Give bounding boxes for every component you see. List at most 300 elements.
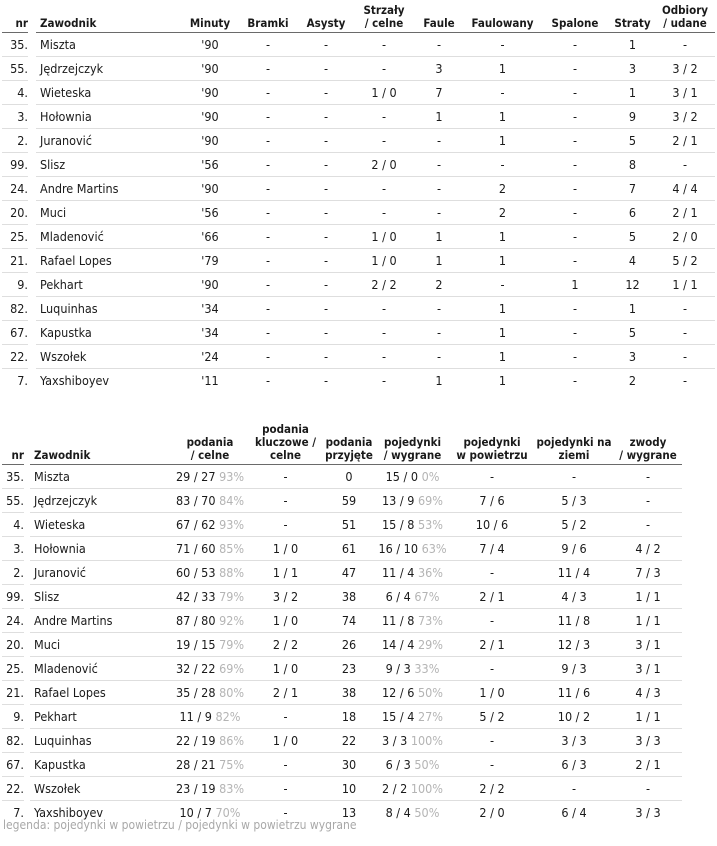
cell-minutes: '90 (181, 57, 239, 81)
cell-offsides: - (540, 249, 610, 273)
col-header-key-passes (248, 422, 323, 465)
cell-assists: - (297, 297, 355, 321)
cell-key-passes: - (248, 753, 323, 777)
cell-received: 10 (323, 777, 375, 801)
cell-fouled: - (465, 33, 540, 57)
table-row (2, 489, 682, 513)
cell-shots: - (381, 373, 387, 388)
duels-value: 2 / 2 (382, 781, 408, 796)
passes-percent: 93% (219, 469, 245, 484)
cell-fouls: 3 (413, 57, 465, 81)
duels-percent: 67% (414, 589, 440, 604)
duels-value: 9 / 3 (385, 661, 411, 676)
cell-ground-duels: - (534, 777, 614, 801)
table-row (2, 129, 715, 153)
duels-percent: 36% (417, 565, 443, 580)
cell-fouled: 2 (465, 201, 540, 225)
cell-minutes: '90 (181, 33, 239, 57)
cell-recoveries: - (655, 345, 715, 369)
table-row (2, 369, 715, 392)
cell-minutes: '24 (181, 345, 239, 369)
cell-offsides: - (540, 177, 610, 201)
col-header-ground-l2: ziemi (558, 448, 590, 462)
cell-passes (172, 465, 248, 489)
table-row (2, 57, 715, 81)
cell-shots: - (355, 345, 413, 369)
cell-ground-duels: 5 / 2 (534, 513, 614, 537)
cell-fouls: - (413, 129, 465, 153)
cell-offsides: - (540, 105, 610, 129)
cell-fouled: 1 (498, 373, 507, 388)
col-header-losses: Straty (610, 2, 655, 33)
duels-value: 11 / 8 (382, 613, 415, 628)
cell-goals: - (239, 81, 297, 105)
cell-minutes: '34 (181, 297, 239, 321)
duels-percent: 27% (417, 709, 443, 724)
cell-received: 59 (323, 489, 375, 513)
cell-duels (375, 657, 450, 681)
cell-nr: 20. (2, 201, 28, 225)
col-header-passes-l2: / celne (190, 448, 230, 462)
cell-player: Mladenović (30, 657, 172, 681)
cell-offsides: - (540, 201, 610, 225)
cell-passes (172, 633, 248, 657)
cell-key-passes: 2 / 1 (248, 681, 323, 705)
cell-assists: - (297, 81, 355, 105)
cell-duels (375, 561, 450, 585)
cell-player: Hołownia (36, 105, 181, 129)
cell-recoveries: 3 / 2 (655, 105, 715, 129)
cell-shots: - (355, 201, 413, 225)
col-header-offsides: Spalone (540, 2, 610, 33)
cell-player: Jędrzejczyk (36, 57, 181, 81)
cell-goals: - (265, 373, 271, 388)
passes-value: 35 / 28 (175, 685, 216, 700)
duels-value: 3 / 3 (382, 733, 408, 748)
cell-received: 47 (323, 561, 375, 585)
cell-duels (375, 489, 450, 513)
cell-offsides: - (540, 57, 610, 81)
cell-goals: - (239, 273, 297, 297)
cell-dribbles: - (614, 513, 682, 537)
cell-recoveries: - (655, 297, 715, 321)
col-header-recoveries (655, 2, 715, 33)
cell-player: Rafael Lopes (36, 249, 181, 273)
cell-key-passes: - (248, 489, 323, 513)
cell-duels (375, 537, 450, 561)
cell-nr: 9. (2, 273, 28, 297)
cell-aerial-duels: - (450, 753, 534, 777)
col-header-aerial-l2: w powietrzu (456, 448, 528, 462)
cell-nr: 24. (2, 177, 28, 201)
cell-aerial-duels: 2 / 0 (479, 805, 505, 820)
cell-fouled: - (465, 153, 540, 177)
table-row (2, 177, 715, 201)
cell-player: Muci (36, 201, 181, 225)
col-header-ground-l1: pojedynki na (536, 435, 612, 449)
cell-player: Andre Martins (30, 609, 172, 633)
cell-dribbles: - (614, 777, 682, 801)
cell-losses: 7 (610, 177, 655, 201)
cell-recoveries: - (655, 321, 715, 345)
cell-passes (172, 753, 248, 777)
passes-percent: 93% (219, 517, 245, 532)
cell-key-passes: 3 / 2 (248, 585, 323, 609)
cell-aerial-duels: 2 / 2 (450, 777, 534, 801)
cell-received: 26 (323, 633, 375, 657)
cell-received: 74 (323, 609, 375, 633)
cell-ground-duels: 3 / 3 (534, 729, 614, 753)
cell-nr: 55. (2, 57, 28, 81)
cell-nr: 25. (2, 657, 24, 681)
col-header-shots (355, 2, 413, 33)
passes-value: 23 / 19 (175, 781, 216, 796)
passes-percent: 85% (219, 541, 245, 556)
table-header-row (2, 2, 715, 33)
cell-offsides: - (540, 129, 610, 153)
cell-received: 61 (323, 537, 375, 561)
cell-offsides: - (540, 81, 610, 105)
cell-player: Pekhart (30, 705, 172, 729)
cell-losses: 5 (610, 129, 655, 153)
cell-recoveries: - (682, 373, 688, 388)
duels-value: 16 / 10 (378, 541, 418, 556)
cell-goals: - (239, 129, 297, 153)
table-row (2, 321, 715, 345)
cell-aerial-duels: - (450, 465, 534, 489)
table-row (2, 105, 715, 129)
cell-shots: - (355, 297, 413, 321)
table-row (2, 513, 682, 537)
col-header-shots-l1: Strzały (363, 3, 405, 17)
cell-ground-duels: 4 / 3 (534, 585, 614, 609)
cell-key-passes: 1 / 0 (248, 729, 323, 753)
cell-recoveries: 3 / 2 (655, 57, 715, 81)
cell-assists: - (297, 177, 355, 201)
table-header-row (2, 422, 682, 465)
cell-minutes: '66 (181, 225, 239, 249)
cell-key-passes: - (248, 777, 323, 801)
cell-player: Wieteska (36, 81, 181, 105)
cell-duels (375, 729, 450, 753)
cell-shots: - (355, 129, 413, 153)
cell-aerial-duels: 1 / 0 (450, 681, 534, 705)
cell-goals: - (239, 345, 297, 369)
cell-recoveries: 2 / 0 (655, 225, 715, 249)
col-header-player: Zawodnik (36, 2, 181, 33)
cell-passes (172, 681, 248, 705)
cell-aerial-duels: - (450, 561, 534, 585)
cell-goals: - (239, 225, 297, 249)
passes-value: 28 / 21 (175, 757, 216, 772)
col-header-fouls: Faule (413, 2, 465, 33)
passes-percent: 80% (219, 685, 245, 700)
duels-percent: 50% (414, 805, 440, 820)
col-header-duels-l2: / wygrane (383, 448, 442, 462)
cell-recoveries: 3 / 1 (655, 81, 715, 105)
cell-shots: - (355, 57, 413, 81)
cell-dribbles: 1 / 1 (614, 609, 682, 633)
cell-aerial-duels: 7 / 6 (450, 489, 534, 513)
cell-received: 23 (323, 657, 375, 681)
cell-minutes: '79 (181, 249, 239, 273)
cell-fouls: - (413, 33, 465, 57)
cell-nr: 35. (2, 465, 24, 489)
cell-losses: 1 (610, 297, 655, 321)
cell-dribbles: 4 / 2 (614, 537, 682, 561)
cell-nr: 35. (2, 33, 28, 57)
table-row (2, 729, 682, 753)
cell-fouled: - (465, 81, 540, 105)
cell-ground-duels: 10 / 2 (534, 705, 614, 729)
cell-duels (375, 513, 450, 537)
cell-offsides: - (540, 225, 610, 249)
cell-aerial-duels: 10 / 6 (450, 513, 534, 537)
cell-received: 22 (323, 729, 375, 753)
cell-assists: - (297, 345, 355, 369)
cell-passes (172, 777, 248, 801)
cell-nr: 2. (2, 561, 24, 585)
cell-player: Yaxshiboyev (40, 373, 110, 388)
table-row (2, 753, 682, 777)
cell-player: Wszołek (30, 777, 172, 801)
cell-offsides: - (540, 297, 610, 321)
passes-percent: 70% (215, 805, 241, 820)
passes-percent: 75% (219, 757, 245, 772)
cell-duels (375, 585, 450, 609)
passes-percent: 79% (219, 589, 245, 604)
duels-value: 15 / 0 (385, 469, 418, 484)
cell-player: Mladenović (36, 225, 181, 249)
cell-fouls: 1 (413, 105, 465, 129)
duels-value: 15 / 8 (382, 517, 415, 532)
cell-losses: 4 (610, 249, 655, 273)
cell-fouled: 2 (465, 177, 540, 201)
cell-key-passes: - (248, 705, 323, 729)
passes-value: 42 / 33 (175, 589, 216, 604)
cell-minutes: '90 (181, 273, 239, 297)
cell-offsides: 1 (540, 273, 610, 297)
cell-losses: 5 (610, 321, 655, 345)
cell-player: Muci (30, 633, 172, 657)
duels-percent: 69% (417, 493, 443, 508)
cell-offsides: - (540, 153, 610, 177)
cell-assists: - (297, 201, 355, 225)
table-row (2, 633, 682, 657)
duels-value: 6 / 3 (385, 757, 411, 772)
cell-minutes: '11 (201, 373, 219, 388)
cell-player: Luquinhas (36, 297, 181, 321)
cell-goals: - (239, 321, 297, 345)
cell-losses: 2 (628, 373, 637, 388)
cell-player: Wieteska (30, 513, 172, 537)
cell-losses: 5 (610, 225, 655, 249)
cell-ground-duels: 9 / 3 (534, 657, 614, 681)
cell-passes (172, 729, 248, 753)
cell-shots: - (355, 321, 413, 345)
duels-percent: 50% (417, 685, 443, 700)
cell-aerial-duels: 2 / 1 (450, 633, 534, 657)
cell-shots: - (355, 177, 413, 201)
cell-aerial-duels: 7 / 4 (450, 537, 534, 561)
player-stats-table-2 (2, 422, 682, 824)
duels-value: 8 / 4 (385, 805, 411, 820)
cell-nr: 67. (2, 753, 24, 777)
cell-fouls: - (413, 201, 465, 225)
cell-losses: 8 (610, 153, 655, 177)
cell-offsides: - (572, 373, 578, 388)
cell-losses: 1 (610, 81, 655, 105)
col-header-key-l2: kluczowe / (254, 435, 316, 449)
col-header-passes-l1: podania (186, 435, 234, 449)
cell-dribbles: 3 / 1 (614, 633, 682, 657)
cell-assists: - (323, 373, 329, 388)
cell-losses: 12 (610, 273, 655, 297)
cell-passes (172, 609, 248, 633)
cell-player: Juranović (36, 129, 181, 153)
passes-value: 67 / 62 (175, 517, 216, 532)
duels-percent: 0% (421, 469, 440, 484)
cell-nr: 82. (2, 297, 28, 321)
cell-player: Juranović (30, 561, 172, 585)
cell-ground-duels: 5 / 3 (534, 489, 614, 513)
table-row (2, 777, 682, 801)
cell-recoveries: - (655, 33, 715, 57)
col-header-passes (172, 422, 248, 465)
cell-aerial-duels: 5 / 2 (450, 705, 534, 729)
duels-value: 13 / 9 (382, 493, 415, 508)
col-header-recoveries-l2: / udane (663, 16, 707, 30)
cell-duels (375, 777, 450, 801)
cell-received: 38 (323, 585, 375, 609)
col-header-goals: Bramki (239, 2, 297, 33)
cell-passes (172, 537, 248, 561)
duels-value: 12 / 6 (382, 685, 415, 700)
cell-losses: 9 (610, 105, 655, 129)
cell-fouled: 1 (465, 129, 540, 153)
passes-value: 10 / 7 (179, 805, 212, 820)
cell-offsides: - (540, 345, 610, 369)
cell-nr: 67. (2, 321, 28, 345)
passes-value: 71 / 60 (175, 541, 216, 556)
table-row (2, 297, 715, 321)
cell-passes (172, 705, 248, 729)
cell-nr: 24. (2, 609, 24, 633)
duels-value: 6 / 4 (385, 589, 411, 604)
cell-player: Hołownia (30, 537, 172, 561)
cell-aerial-duels: 2 / 1 (450, 585, 534, 609)
cell-ground-duels: 12 / 3 (534, 633, 614, 657)
cell-key-passes: - (248, 513, 323, 537)
table-row (2, 561, 682, 585)
table-row (2, 681, 682, 705)
col-header-minutes: Minuty (181, 2, 239, 33)
cell-fouled: 1 (465, 105, 540, 129)
cell-key-passes: 1 / 0 (248, 537, 323, 561)
duels-percent: 50% (414, 757, 440, 772)
cell-minutes: '90 (181, 105, 239, 129)
cell-nr: 4. (2, 513, 24, 537)
cell-player: Miszta (30, 465, 172, 489)
cell-aerial-duels: - (450, 729, 534, 753)
cell-nr: 7. (13, 805, 24, 820)
cell-minutes: '90 (181, 81, 239, 105)
table-row (2, 537, 682, 561)
cell-dribbles: 3 / 3 (614, 729, 682, 753)
cell-player: Yaxshiboyev (34, 805, 104, 820)
cell-fouled: 1 (465, 57, 540, 81)
cell-dribbles: 1 / 1 (614, 585, 682, 609)
passes-percent: 86% (219, 733, 245, 748)
cell-fouls: - (413, 345, 465, 369)
cell-ground-duels: 11 / 6 (534, 681, 614, 705)
cell-fouled: 1 (465, 321, 540, 345)
passes-percent: 84% (219, 493, 245, 508)
cell-recoveries: 1 / 1 (655, 273, 715, 297)
cell-shots: - (355, 105, 413, 129)
col-header-received-l2: przyjęte (325, 448, 373, 462)
cell-fouls: 1 (413, 225, 465, 249)
cell-nr: 7. (17, 373, 28, 388)
cell-key-passes: - (248, 465, 323, 489)
cell-goals: - (239, 57, 297, 81)
cell-fouls: 1 (413, 249, 465, 273)
passes-percent: 83% (219, 781, 245, 796)
duels-percent: 29% (417, 637, 443, 652)
cell-assists: - (297, 273, 355, 297)
cell-nr: 25. (2, 225, 28, 249)
cell-key-passes: 1 / 0 (248, 609, 323, 633)
col-header-fouled: Faulowany (465, 2, 540, 33)
cell-player: Miszta (36, 33, 181, 57)
cell-duels (375, 801, 450, 824)
passes-value: 29 / 27 (175, 469, 216, 484)
table-row (2, 33, 715, 57)
table-row (2, 705, 682, 729)
cell-received: 38 (323, 681, 375, 705)
cell-nr: 3. (2, 537, 24, 561)
table-row (2, 585, 682, 609)
cell-key-passes: 1 / 0 (248, 657, 323, 681)
col-header-received-l1: podania (325, 435, 373, 449)
col-header-dribbles-l1: zwody (629, 435, 667, 449)
passes-value: 87 / 80 (175, 613, 216, 628)
cell-fouls: - (413, 153, 465, 177)
table-row (2, 153, 715, 177)
cell-dribbles: 3 / 1 (614, 657, 682, 681)
passes-percent: 88% (219, 565, 245, 580)
col-header-key-l1: podania (262, 422, 309, 436)
table-row (2, 657, 682, 681)
cell-losses: 1 (610, 33, 655, 57)
cell-minutes: '56 (181, 201, 239, 225)
cell-shots: 2 / 0 (355, 153, 413, 177)
cell-player: Jędrzejczyk (30, 489, 172, 513)
col-header-aerial-duels (450, 422, 534, 465)
cell-dribbles: - (614, 489, 682, 513)
cell-fouled: 1 (465, 225, 540, 249)
cell-ground-duels: 11 / 4 (534, 561, 614, 585)
cell-goals: - (239, 153, 297, 177)
col-header-key-l3: celne (269, 448, 302, 462)
cell-fouls: 1 (435, 373, 443, 388)
cell-aerial-duels: - (450, 657, 534, 681)
cell-nr: 22. (2, 345, 28, 369)
cell-duels (375, 609, 450, 633)
cell-losses: 3 (610, 345, 655, 369)
cell-losses: 3 (610, 57, 655, 81)
cell-key-passes: 2 / 2 (248, 633, 323, 657)
